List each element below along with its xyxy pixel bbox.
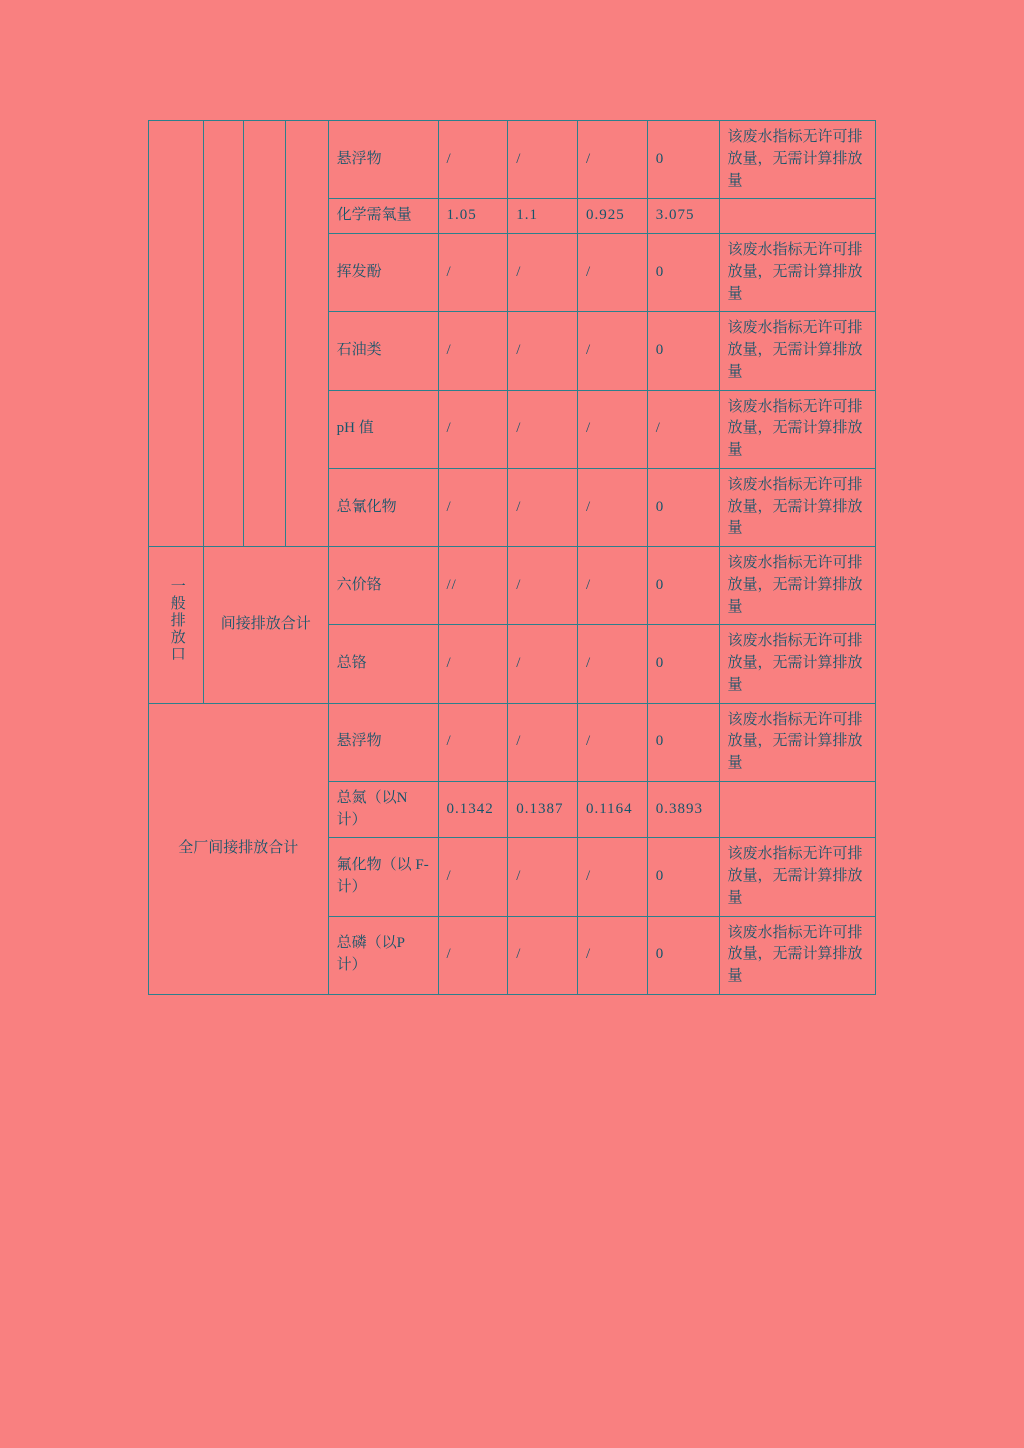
group-label-outlet-text: 一般排放口 (168, 578, 185, 664)
row-note: 该废水指标无许可排放量，无需计算排放量 (719, 121, 875, 199)
value-q3: 0.1164 (577, 781, 647, 838)
pollutant-name: 六价铬 (328, 547, 438, 625)
value-q3: 0.925 (577, 199, 647, 234)
row-note: 该废水指标无许可排放量，无需计算排放量 (719, 703, 875, 781)
value-q2: / (508, 916, 578, 994)
table-row (149, 547, 876, 625)
cell-empty-col-b (203, 121, 243, 547)
value-q2: / (508, 547, 578, 625)
pollutant-name: pH 值 (328, 390, 438, 468)
value-total: / (647, 390, 719, 468)
value-q3: / (577, 625, 647, 703)
row-note: 该废水指标无许可排放量，无需计算排放量 (719, 838, 875, 916)
pollutant-name: 氟化物（以 F-计） (328, 838, 438, 916)
value-q3: / (577, 234, 647, 312)
value-q2: / (508, 121, 578, 199)
row-note: 该废水指标无许可排放量，无需计算排放量 (719, 390, 875, 468)
cell-empty-col-a (149, 121, 204, 547)
pollutant-name: 总铬 (328, 625, 438, 703)
value-q1: / (438, 838, 508, 916)
row-note: 该废水指标无许可排放量，无需计算排放量 (719, 547, 875, 625)
value-q1: / (438, 390, 508, 468)
value-q2: 0.1387 (508, 781, 578, 838)
row-note: 该废水指标无许可排放量，无需计算排放量 (719, 468, 875, 546)
table-row (149, 121, 876, 199)
group-label-outlet (149, 547, 204, 704)
row-note (719, 199, 875, 234)
value-q2: 1.1 (508, 199, 578, 234)
value-q1: / (438, 625, 508, 703)
pollutant-name: 挥发酚 (328, 234, 438, 312)
value-total: 0 (647, 312, 719, 390)
value-q1: / (438, 121, 508, 199)
group-label-plant-indirect-total: 全厂间接排放合计 (149, 703, 329, 994)
value-q2: / (508, 390, 578, 468)
row-note: 该废水指标无许可排放量，无需计算排放量 (719, 916, 875, 994)
row-note: 该废水指标无许可排放量，无需计算排放量 (719, 312, 875, 390)
document-page (148, 120, 876, 995)
value-total: 0 (647, 625, 719, 703)
pollutant-name: 悬浮物 (328, 703, 438, 781)
value-q3: / (577, 312, 647, 390)
value-q2: / (508, 312, 578, 390)
value-total: 3.075 (647, 199, 719, 234)
row-note: 该废水指标无许可排放量，无需计算排放量 (719, 625, 875, 703)
row-note: 该废水指标无许可排放量，无需计算排放量 (719, 234, 875, 312)
value-q3: / (577, 390, 647, 468)
pollutant-name: 总氰化物 (328, 468, 438, 546)
value-total: 0 (647, 703, 719, 781)
table-row (149, 703, 876, 781)
value-total: 0 (647, 838, 719, 916)
pollutant-emission-table (148, 120, 876, 995)
value-q3: / (577, 916, 647, 994)
value-q1: / (438, 312, 508, 390)
value-q3: / (577, 468, 647, 546)
value-q3: / (577, 547, 647, 625)
pollutant-name: 总氮（以N 计） (328, 781, 438, 838)
value-q2: / (508, 838, 578, 916)
row-note (719, 781, 875, 838)
pollutant-name: 总磷（以P 计） (328, 916, 438, 994)
value-q3: / (577, 703, 647, 781)
value-q2: / (508, 468, 578, 546)
value-total: 0.3893 (647, 781, 719, 838)
value-q3: / (577, 838, 647, 916)
group-label-indirect-total: 间接排放合计 (203, 547, 328, 704)
value-total: 0 (647, 234, 719, 312)
value-q1: / (438, 703, 508, 781)
pollutant-name: 化学需氧量 (328, 199, 438, 234)
cell-empty-col-d (286, 121, 328, 547)
value-q2: / (508, 625, 578, 703)
cell-empty-col-c (244, 121, 286, 547)
pollutant-name: 悬浮物 (328, 121, 438, 199)
pollutant-name: 石油类 (328, 312, 438, 390)
value-q1: / (438, 916, 508, 994)
value-q2: / (508, 703, 578, 781)
value-q1: / (438, 468, 508, 546)
value-q2: / (508, 234, 578, 312)
value-q1: / (438, 234, 508, 312)
value-total: 0 (647, 121, 719, 199)
value-total: 0 (647, 468, 719, 546)
value-total: 0 (647, 547, 719, 625)
value-total: 0 (647, 916, 719, 994)
value-q3: / (577, 121, 647, 199)
value-q1: 0.1342 (438, 781, 508, 838)
value-q1: // (438, 547, 508, 625)
value-q1: 1.05 (438, 199, 508, 234)
